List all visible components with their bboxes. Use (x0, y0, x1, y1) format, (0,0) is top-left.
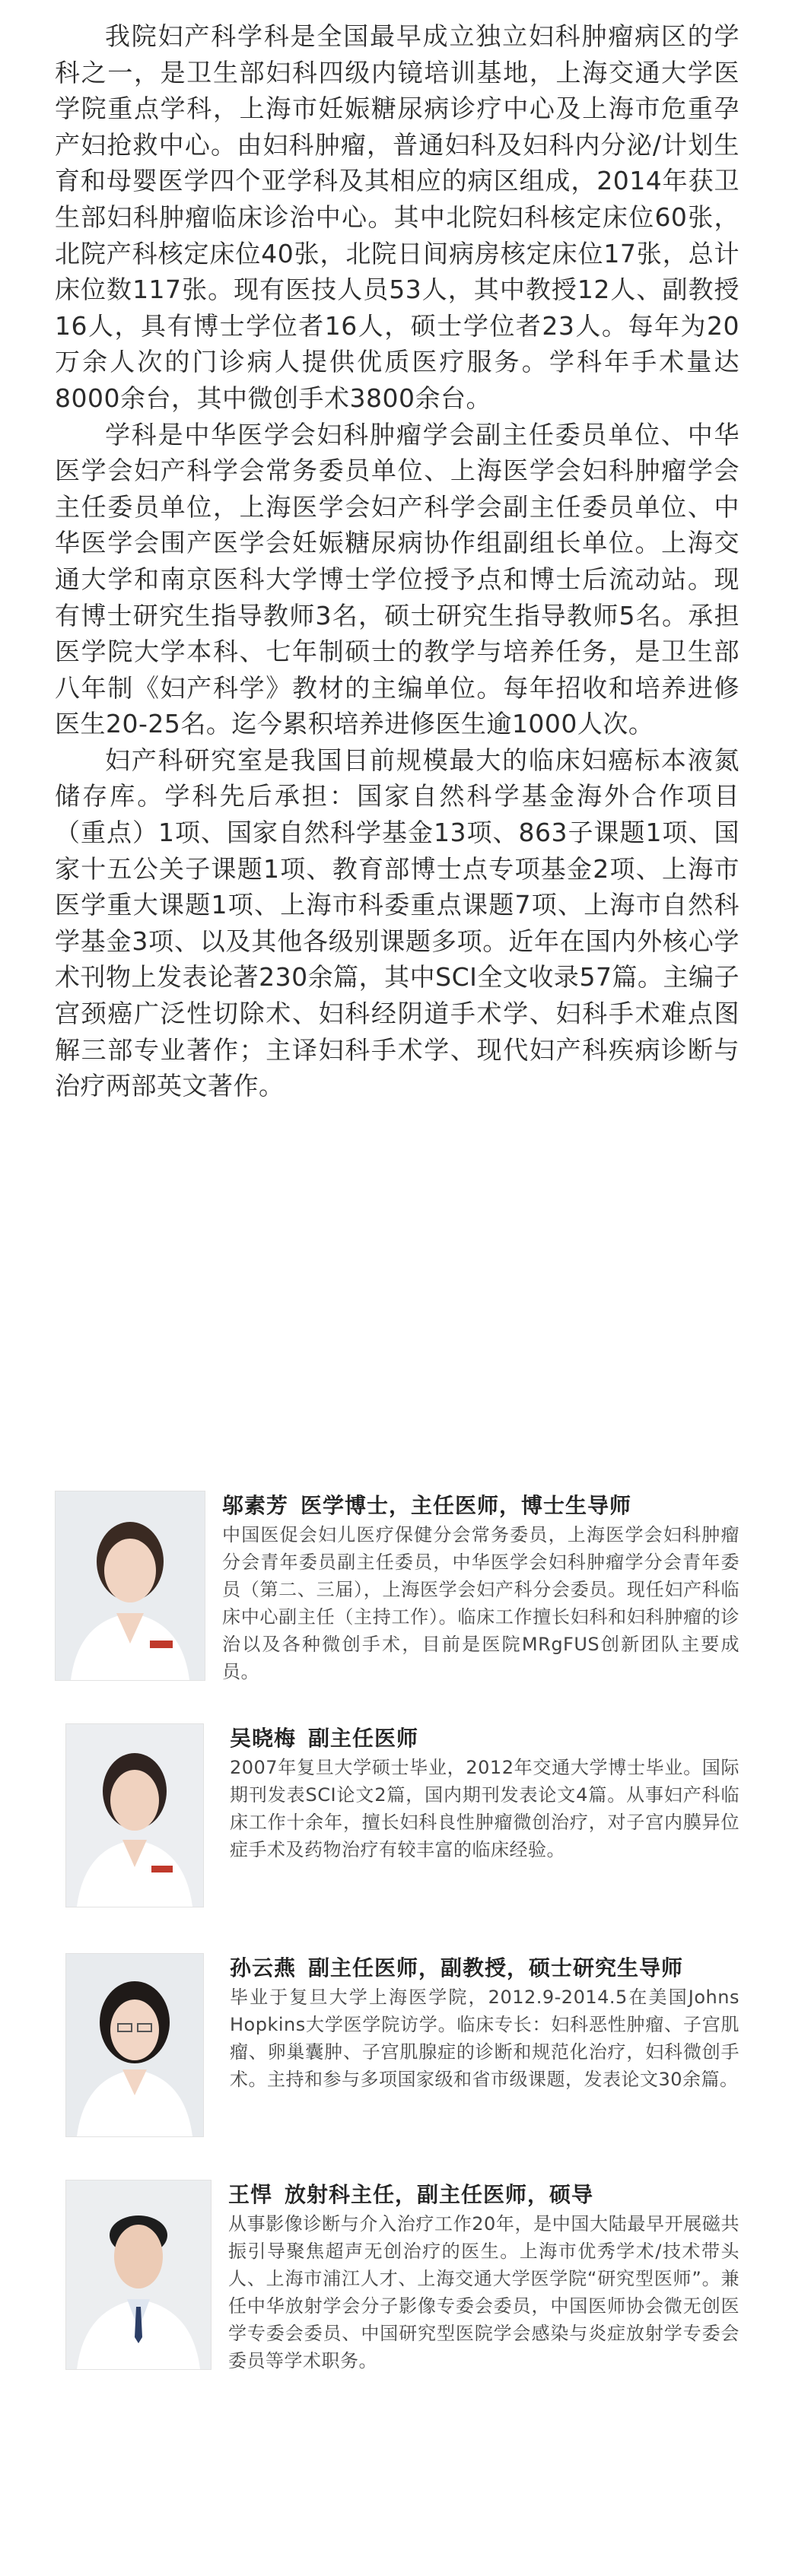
staff-title: 副主任医师，副教授，硕士研究生导师 (308, 1955, 684, 1980)
staff-title: 医学博士，主任医师，博士生导师 (301, 1493, 632, 1518)
staff-bio: 2007年复旦大学硕士毕业，2012年交通大学博士毕业。国际期刊发表SCI论文2篇，国内期刊发表论文4篇。从事妇产科临床工作十余年，擅长妇科良性肿瘤微创治疗，对子宫内膜异位症手术及药物治疗有较丰富的临床经验。 (230, 1757, 740, 1860)
staff-title: 副主任医师 (308, 1726, 419, 1751)
staff-photo-avatar (65, 2180, 212, 2370)
staff-name: 邬素芳 (222, 1493, 289, 1518)
intro-paragraph-2: 学科是中华医学会妇科肿瘤学会副主任委员单位、中华医学会妇产科学会常务委员单位、上海医学会妇科肿瘤学会主任委员单位，上海医学会妇产科学会副主任委员单位、中华医学会围产医学会妊娠糖尿病协作组副组长单位。上海交通大学和南京医科大学博士学位授予点和博士后流动站。现有博士研究生指导教师3名，硕士研究生指导教师5名。承担医学院大学本科、七年制硕士的教学与培养任务，是卫生部八年制《妇产科学》教材的主编单位。每年招收和培养进修医生20-25名。迄今累积培养进修医生逾1000人次。 (55, 419, 740, 739)
intro-paragraph-3: 妇产科研究室是我国目前规模最大的临床妇癌标本液氮储存库。学科先后承担：国家自然科学基金海外合作项目（重点）1项、国家自然科学基金13项、863子课题1项、国家十五公关子课题1项、教育部博士点专项基金2项、上海市医学重大课题1项、上海市科委重点课题7项、上海市自然科学基金3项、以及其他各级别课题多项。近年在国内外核心学术刊物上发表论著230余篇，其中SCI全文收录57篇。主编子宫颈癌广泛性切除术、妇科经阴道手术学、妇科手术难点图解三部专业著作；主译妇科手术学、现代妇产科疾病诊断与治疗两部英文著作。 (55, 745, 740, 1101)
staff-list (55, 1491, 740, 2438)
intro-paragraph-1: 我院妇产科学科是全国最早成立独立妇科肿瘤病区的学科之一，是卫生部妇科四级内镜培训基地，上海交通大学医学院重点学科，上海市妊娠糖尿病诊疗中心及上海市危重孕产妇抢救中心。由妇科肿瘤，普通妇科及妇科内分泌/计划生育和母婴医学四个亚学科及其相应的病区组成，2014年获卫生部妇科肿瘤临床诊治中心。其中北院妇科核定床位60张，北院产科核定床位40张，北院日间病房核定床位17张，总计床位数117张。现有医技人员53人，其中教授12人、副教授16人，具有博士学位者16人，硕士学位者23人。每年为20万余人次的门诊病人提供优质医疗服务。学科年手术量达8000余台，其中微创手术3800余台。 (55, 21, 740, 413)
intro-section (55, 18, 740, 1104)
portrait-icon (56, 1491, 205, 1680)
staff-bio: 毕业于复旦大学上海医学院，2012.9-2014.5在美国Johns Hopkins大学医学院访学。临床专长：妇科恶性肿瘤、子宫肌瘤、卵巢囊肿、子宫肌腺症的诊断和规范化治疗，妇科微创手术。主持和参与多项国家级和省市级课题，发表论文30余篇。 (230, 1987, 740, 2090)
staff-name: 王悍 (228, 2182, 273, 2207)
portrait-icon (66, 1954, 203, 2136)
staff-name: 孙云燕 (230, 1955, 297, 1980)
portrait-icon (66, 2181, 211, 2369)
staff-name: 吴晓梅 (230, 1726, 297, 1751)
staff-bio: 中国医促会妇儿医疗保健分会常务委员，上海医学会妇科肿瘤分会青年委员副主任委员，中华医学会妇科肿瘤学分会青年委员（第二、三届），上海医学会妇产科分会委员。现任妇产科临床中心副主任（主持工作）。临床工作擅长妇科和妇科肿瘤的诊治以及各种微创手术，目前是医院MRgFUS创新团队主要成员。 (222, 1524, 740, 1682)
staff-card (55, 1491, 740, 1719)
staff-card (55, 1723, 740, 1950)
staff-bio: 从事影像诊断与介入治疗工作20年，是中国大陆最早开展磁共振引导聚焦超声无创治疗的医生。上海市优秀学术/技术带头人、上海市浦江人才、上海交通大学医学院“研究型医师”。兼任中华放射学会分子影像专委会委员，中国医师协会微无创医学专委会委员、中国研究型医院学会感染与炎症放射学专委会委员等学术职务。 (228, 2213, 740, 2371)
staff-photo-avatar (65, 1723, 204, 1907)
staff-title: 放射科主任，副主任医师，硕导 (285, 2182, 594, 2207)
portrait-icon (66, 1724, 203, 1907)
staff-card (55, 2180, 740, 2438)
staff-photo-avatar (65, 1953, 204, 2137)
staff-photo-avatar (55, 1491, 205, 1681)
staff-card (55, 1953, 740, 2175)
